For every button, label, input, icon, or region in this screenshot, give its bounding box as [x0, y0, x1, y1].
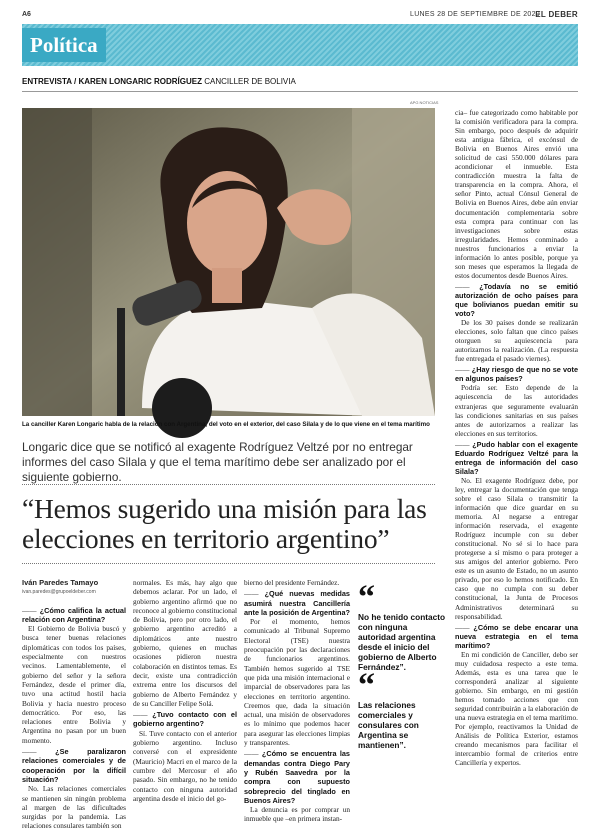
text-column-3: [244, 578, 350, 824]
interview-question: —— ¿Qué nuevas medidas asumirá nuestra Cancillería ante la posición de Argentina?: [244, 589, 350, 617]
headline: “Hemos sugerido una misión para las elecciones en territorio argentino”: [22, 493, 427, 554]
page-number: A6: [22, 11, 31, 18]
interview-question: —— ¿Pudo hablar con el exagente Eduardo Rodríguez Veltzé para la entrega de información del caso Silala?: [455, 440, 578, 476]
kicker: [22, 77, 296, 86]
article-photo: [22, 108, 435, 416]
caption-text: La canciller Karen Longaric habla de la relación con Argentina, del voto en el exterior, del caso Silala y de lo que viene en el tema marítimo: [22, 421, 430, 428]
photo-credit: APG NOTICIAS: [410, 100, 439, 105]
pull-quote-text: Las relaciones comerciales y consulares con Argentina se mantienen”.: [358, 700, 419, 750]
text-column-1: [22, 578, 126, 831]
photo-caption: [22, 421, 435, 428]
section-band: [22, 24, 578, 66]
interview-answer: La denuncia es por comprar un inmueble que –en primera instan-: [244, 805, 350, 824]
portrait-illustration: [22, 108, 435, 416]
pull-quote-2: [358, 667, 446, 750]
interview-question: —— ¿Se paralizaron relaciones comerciales y de cooperación por la difícil situación?: [22, 747, 126, 784]
pull-quote-text: No he tenido contacto con ninguna autoridad argentina desde el inicio del gobierno de Alberto Fernández”.: [358, 612, 446, 672]
author-email: ivan.paredes@grupoeldeber.com: [22, 589, 96, 596]
interview-question: —— ¿Cómo califica la actual relación con Argentina?: [22, 606, 126, 625]
interview-answer: Por el momento, hemos comunicado al Tribunal Supremo Electoral (TSE) nuestra preocupación por las declaraciones de funcionarios argentinos. También hemos sugerido al TSE que pida una misión internacional e imparcial de observadores para las elecciones en territorio argentino. Creemos que, dada la situación actual, una misión de observadores es lo mínimo que podemos hacer para asegurar las elecciones limpias y transparentes.: [244, 617, 350, 748]
interview-question: —— ¿Cómo se debe encarar una nueva estrategia en el tema marítimo?: [455, 623, 578, 650]
pull-quote-1: [358, 579, 446, 672]
interview-answer: No. Las relaciones comerciales se mantienen sin ningún problema al margen de las dificultades surgidas por la pandemia. Las relaciones consulares también son: [22, 784, 126, 831]
interview-question: —— ¿Cómo se encuentra las demandas contra Diego Pary y Rubén Saavedra por la compra con supuesto sobreprecio del tinglado en Buenos Aires?: [244, 749, 350, 805]
kicker-role: CANCILLER DE BOLIVIA: [202, 77, 296, 86]
interview-answer: bierno del presidente Fernández.: [244, 578, 340, 587]
divider: [22, 91, 578, 92]
quote-mark-icon: “: [358, 579, 375, 616]
interview-answer: En mi condición de Canciller, debo ser muy cuidadosa respecto a este tema. Además, esta es una tarea que le corresponderá analizar al siguiente gobierno. Sin embargo, en mi gestión hemos tomado acciones que con seguridad contribuirán a la elaboración de una nueva estrategia en el tema marítimo. Por ejemplo, reactivamos la Unidad de Análisis de Política Exterior, estamos creando mecanismos para facilitar el intercambio formal de criterios entre Cancillería y expertos.: [455, 649, 578, 768]
interview-answer: No. El exagente Rodríguez debe, por ley, entregar la documentación que tenga sobre el caso Silala o transmitir la información que dice guardar en su memoria. Al negarse a entregar información reservada, el exagente Rodríguez incumple con su deber constitucional. No sé si lo hace para protegerse a sí mismo o para proteger a sus amigos del anterior gobierno. Pero este es un asunto de Estado, no un asunto privado, por eso lo hemos notificado. En caso que no cumpla con su deber constitucional, la Junta de Procesos Administrativos determinará su responsabilidad.: [455, 475, 578, 621]
interview-answer: De los 30 países donde se realizarán elecciones, solo faltan que cinco países otorguen su aquiescencia para autorizarnos la realización. (La respuesta fue entregada el pasado viernes).: [455, 318, 578, 364]
newspaper-brand: EL DEBER: [535, 10, 578, 19]
interview-answer: Sí. Tuve contacto con el anterior gobierno argentino. Incluso conversé con el expresidente (Mauricio) Macri en el marco de la cumbre del Mercosur el año pasado. Sin embargo, no he tenido contacto con ninguna autoridad argentina desde el inicio del go-: [133, 728, 237, 803]
interview-question: —— ¿Tuvo contacto con el gobierno argentino?: [133, 710, 237, 729]
author-name: Iván Paredes Tamayo: [22, 578, 99, 587]
interview-question: —— ¿Todavía no se emitió autorización de ocho países para que bolivianos puedan emitir su voto?: [455, 282, 578, 318]
interview-answer: cia– fue categorizado como habitable por la comisión verificadora para la compra. Sin embargo, poco después de adquirir esta antigua fábrica, el excónsul de Bolivia en Buenos Aires envió una solicitud de casi 550.000 dólares para acondicionar el inmueble. Esta contradicción muestra la falta de transparencia en la compra. Ahora, el señor Pinto, actual Cónsul General de Bolivia en Buenos Aires, debe aún enviar documentación complementaria sobre esta compra para continuar con las investigaciones sobre estas irregularidades. Hemos conminado a nuestros funcionarios a enviar la información lo antes posible, porque ya son meses que esperamos la llegada de estos documentos desde Buenos Aires.: [455, 108, 578, 280]
lead-paragraph: Longaric dice que se notificó al exagente Rodríguez Veltzé por no entregar informes del caso Silala y que el tema marítimo debe ser analizado por el siguiente gobierno.: [22, 440, 413, 484]
interview-answer: normales. Es más, hay algo que debemos aclarar. Por un lado, el gobierno argentino afirmó que no reconoce al gobierno constitucional de Bolivia, pero por otro lado, el gobierno argentino acreditó a diplomáticos ante nuestro gobierno, quienes en muchas ocasiones pidieron nuestra colaboración en distintos temas. Es decir, existe una contradicción extrema entre los discursos del gobierno de Alberto Fernández y de su Canciller Felipe Solá.: [133, 578, 237, 708]
page-header: [22, 8, 578, 22]
interview-question: —— ¿Hay riesgo de que no se vote en algunos países?: [455, 365, 578, 383]
dotted-divider: [22, 484, 435, 485]
kicker-label: ENTREVISTA / KAREN LONGARIC RODRÍGUEZ: [22, 77, 203, 86]
interview-answer: Podría ser. Esto depende de la aquiescencia de las autoridades extranjeras que seguramente evaluarán las condiciones sanitarias en sus países antes de autorizarnos a realizar las elecciones en sus territorios.: [455, 383, 578, 438]
issue-date: LUNES 28 DE SEPTIEMBRE DE 2020: [410, 11, 540, 18]
interview-answer: El Gobierno de Bolivia buscó y busca tener buenas relaciones diplomáticas con todos los países, especialmente con nuestros vecinos. Lamentablemente, el gobierno del señor y la señora Fernández, desde el primer día, tuvo una actitud hostil hacia Bolivia y hacia nuestro proceso democrático. Por eso, las relaciones entre Bolivia y Argentina no pasan por un buen momento.: [22, 624, 126, 745]
section-title: Política: [22, 28, 106, 62]
text-column-4: [455, 108, 578, 767]
dotted-divider: [22, 563, 435, 564]
text-column-2: [133, 578, 237, 803]
quote-mark-icon: “: [358, 667, 375, 704]
